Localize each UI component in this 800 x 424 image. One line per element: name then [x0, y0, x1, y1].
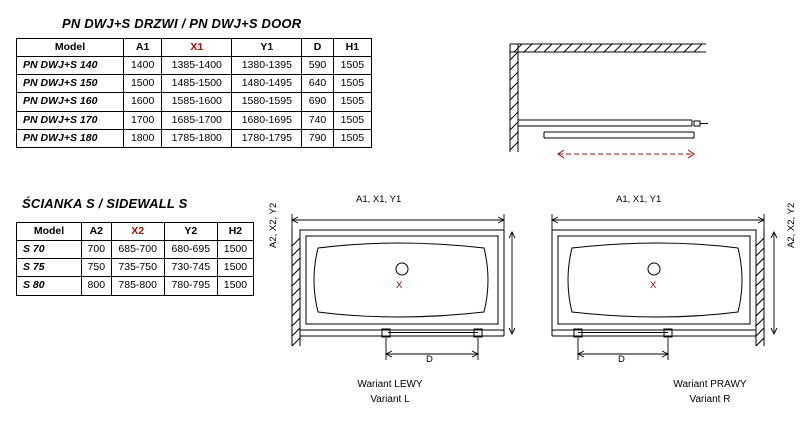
door-spec-table	[16, 38, 372, 148]
cell-d: 590	[302, 57, 333, 75]
variant-left-center-mark: X	[396, 280, 403, 291]
variant-right-center-mark: X	[650, 280, 657, 291]
variant-right-top-dimension-label: A1, X1, Y1	[616, 194, 662, 205]
cell-model: S 75	[17, 259, 82, 277]
variant-right-bottom-dimension-label: D	[618, 354, 625, 365]
door-table-title: PN DWJ+S DRZWI / PN DWJ+S DOOR	[62, 16, 302, 31]
cell-x1: 1585-1600	[162, 93, 232, 111]
col-y1: Y1	[232, 39, 302, 57]
cell-y1: 1580-1595	[232, 93, 302, 111]
cell-y1: 1380-1395	[232, 57, 302, 75]
cell-x1: 1785-1800	[162, 129, 232, 147]
cell-model: PN DWJ+S 150	[17, 75, 124, 93]
table-row	[17, 129, 372, 147]
col-a1: A1	[124, 39, 162, 57]
cell-a1: 1700	[124, 111, 162, 129]
table-row	[17, 111, 372, 129]
cell-a1: 1400	[124, 57, 162, 75]
col-h2: H2	[217, 223, 253, 241]
cell-a1: 1500	[124, 75, 162, 93]
col-a2: A2	[82, 223, 112, 241]
variant-left-caption-line2: Variant L	[370, 393, 410, 405]
variant-left-top-dimension-label: A1, X1, Y1	[356, 194, 402, 205]
cell-h1: 1505	[333, 129, 371, 147]
variant-left-plan-view	[278, 196, 518, 376]
variant-right-side-dimension-label: A2, X2, Y2	[786, 202, 797, 248]
variant-left-side-dimension-label: A2, X2, Y2	[268, 202, 279, 248]
cell-a2: 700	[82, 241, 112, 259]
col-y2: Y2	[164, 223, 217, 241]
variant-left-bottom-dimension-label: D	[426, 354, 433, 365]
cell-x2: 785-800	[111, 277, 164, 295]
variant-left-caption	[300, 378, 480, 407]
cell-h1: 1505	[333, 111, 371, 129]
sidewall-spec-table	[16, 222, 254, 296]
variant-left-caption-line1: Wariant LEWY	[357, 379, 423, 390]
cell-y2: 730-745	[164, 259, 217, 277]
table-header-row	[17, 39, 372, 57]
col-x2: X2	[111, 223, 164, 241]
cell-d: 790	[302, 129, 333, 147]
cell-h2: 1500	[217, 277, 253, 295]
cell-a1: 1600	[124, 93, 162, 111]
variant-right-svg	[540, 196, 780, 376]
cell-y1: 1780-1795	[232, 129, 302, 147]
cell-a2: 800	[82, 277, 112, 295]
variant-right-caption-line2: Variant R	[689, 393, 731, 405]
table-row	[17, 75, 372, 93]
side-elevation-svg	[480, 28, 730, 168]
cell-x2: 735-750	[111, 259, 164, 277]
cell-x1: 1485-1500	[162, 75, 232, 93]
table-header-row	[17, 223, 254, 241]
table-row	[17, 241, 254, 259]
cell-h1: 1505	[333, 75, 371, 93]
cell-x1: 1685-1700	[162, 111, 232, 129]
table-row	[17, 57, 372, 75]
sidewall-table-title: ŚCIANKA S / SIDEWALL S	[22, 196, 188, 211]
cell-model: PN DWJ+S 180	[17, 129, 124, 147]
cell-h1: 1505	[333, 93, 371, 111]
col-d: D	[302, 39, 333, 57]
cell-h2: 1500	[217, 259, 253, 277]
col-x1: X1	[162, 39, 232, 57]
cell-model: S 80	[17, 277, 82, 295]
cell-y2: 680-695	[164, 241, 217, 259]
cell-h2: 1500	[217, 241, 253, 259]
col-h1: H1	[333, 39, 371, 57]
cell-model: PN DWJ+S 160	[17, 93, 124, 111]
cell-model: S 70	[17, 241, 82, 259]
cell-x1: 1385-1400	[162, 57, 232, 75]
col-model: Model	[17, 39, 124, 57]
cell-a1: 1800	[124, 129, 162, 147]
cell-d: 640	[302, 75, 333, 93]
cell-h1: 1505	[333, 57, 371, 75]
cell-y1: 1480-1495	[232, 75, 302, 93]
cell-model: PN DWJ+S 170	[17, 111, 124, 129]
col-model: Model	[17, 223, 82, 241]
cell-model: PN DWJ+S 140	[17, 57, 124, 75]
variant-right-caption-line1: Wariant PRAWY	[673, 379, 747, 390]
variant-right-caption	[620, 378, 800, 407]
table-row	[17, 259, 254, 277]
cell-d: 690	[302, 93, 333, 111]
side-elevation-view	[480, 28, 730, 168]
variant-right-plan-view	[540, 196, 780, 376]
cell-x2: 685-700	[111, 241, 164, 259]
cell-y2: 780-795	[164, 277, 217, 295]
cell-y1: 1680-1695	[232, 111, 302, 129]
cell-d: 740	[302, 111, 333, 129]
cell-a2: 750	[82, 259, 112, 277]
table-row	[17, 93, 372, 111]
table-row	[17, 277, 254, 295]
